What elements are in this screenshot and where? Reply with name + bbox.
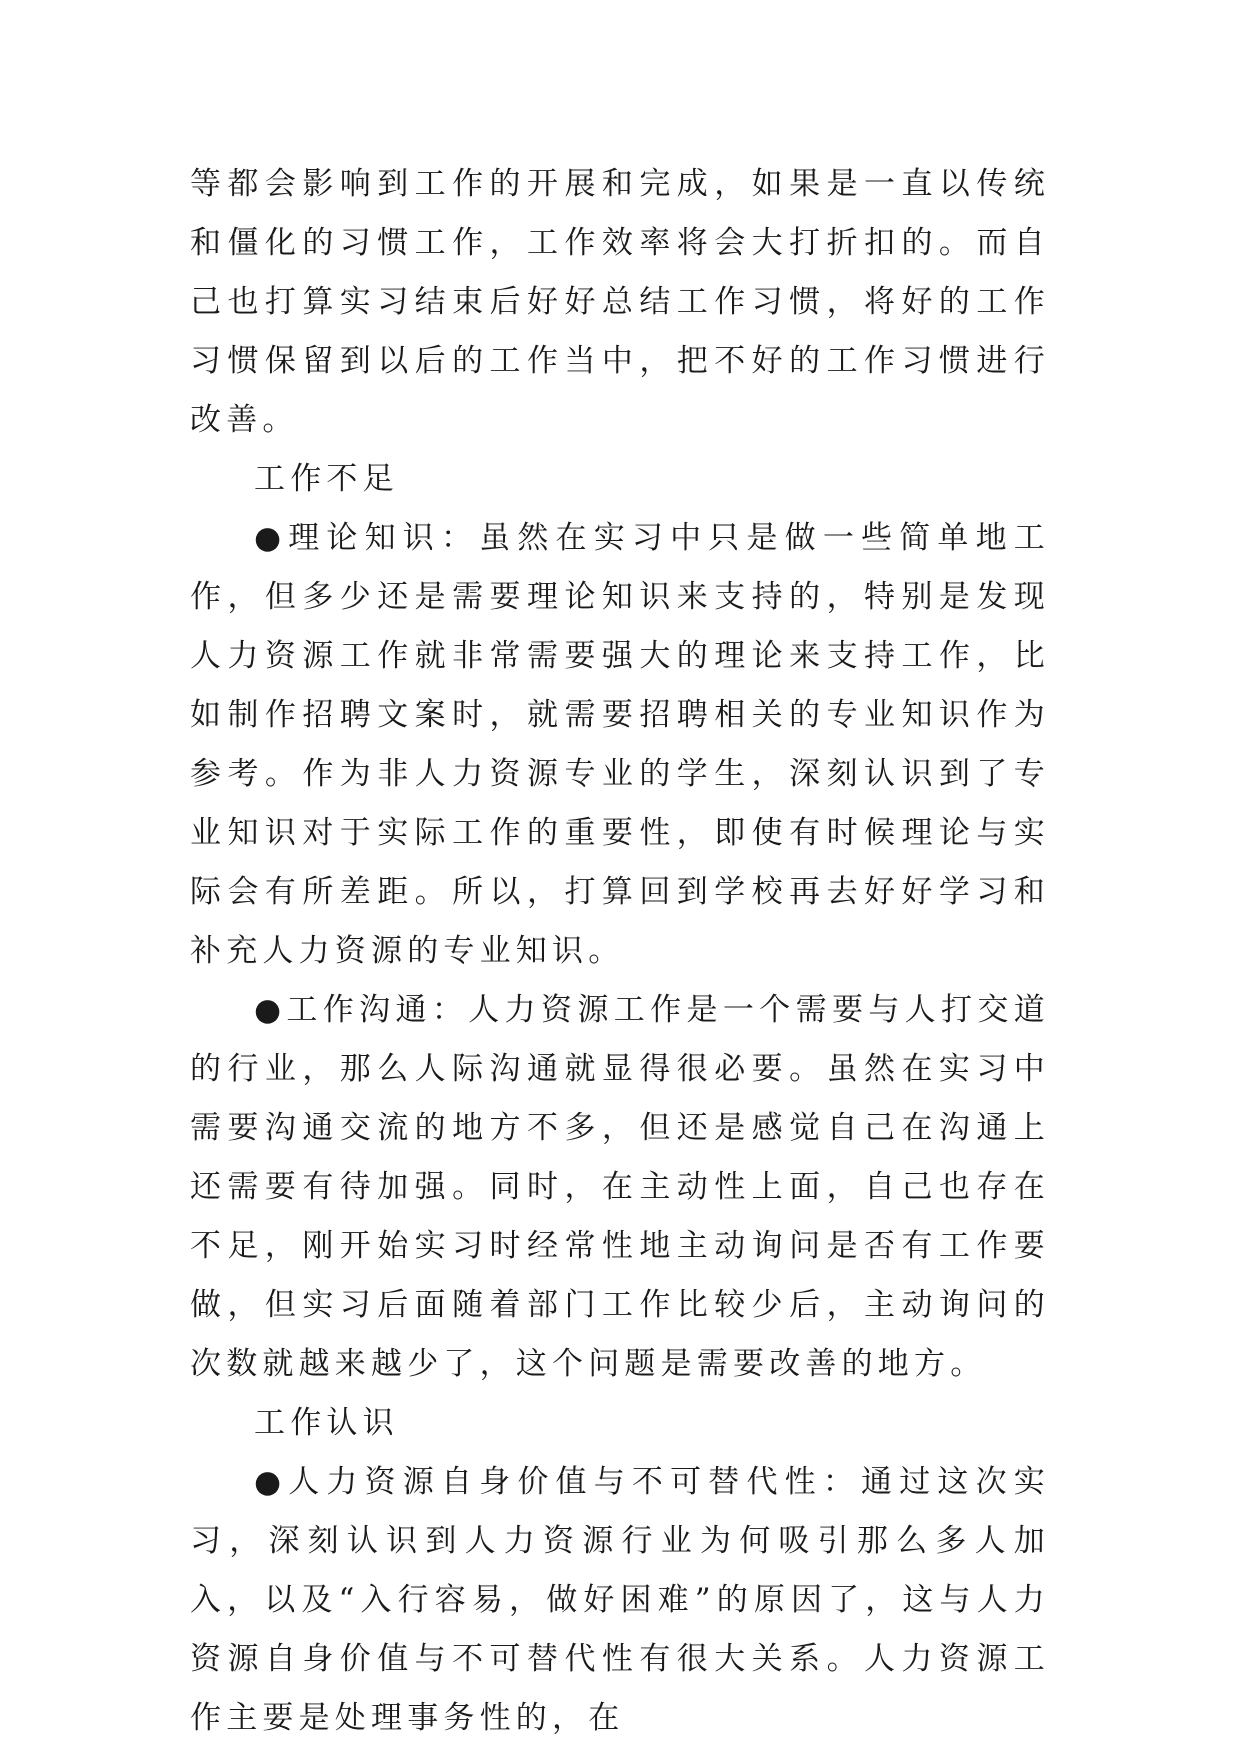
section-heading-work-shortcomings: 工作不足 <box>254 461 399 497</box>
paragraph-hr-value: ●人力资源自身价值与不可替代性：通过这次实习，深刻认识到人力资源行业为何吸引那么多人加入，以及“入行容易，做好困难”的原因了，这与人力资源自身价值与不可替代性有很大关系。人力资源工作主要是处理事务性的，在 <box>190 1464 1050 1736</box>
document-body <box>190 155 1050 1748</box>
paragraph-work-communication: ●工作沟通：人力资源工作是一个需要与人打交道的行业，那么人际沟通就显得很必要。虽然在实习中需要沟通交流的地方不多，但还是感觉自己在沟通上还需要有待加强。同时，在主动性上面，自己也存在不足，刚开始实习时经常性地主动询问是否有工作要做，但实习后面随着部门工作比较少后，主动询问的次数就越来越少了，这个问题是需要改善的地方。 <box>190 992 1050 1382</box>
continuation-paragraph: 等都会影响到工作的开展和完成，如果是一直以传统和僵化的习惯工作，工作效率将会大打折扣的。而自己也打算实习结束后好好总结工作习惯，将好的工作习惯保留到以后的工作当中，把不好的工作习惯进行改善。 <box>190 166 1050 438</box>
section-heading-work-understanding: 工作认识 <box>254 1405 399 1441</box>
paragraph-theory-knowledge: ●理论知识：虽然在实习中只是做一些简单地工作，但多少还是需要理论知识来支持的，特别是发现人力资源工作就非常需要强大的理论来支持工作，比如制作招聘文案时，就需要招聘相关的专业知识作为参考。作为非人力资源专业的学生，深刻认识到了专业知识对于实际工作的重要性，即使有时候理论与实际会有所差距。所以，打算回到学校再去好好学习和补充人力资源的专业知识。 <box>190 520 1050 969</box>
